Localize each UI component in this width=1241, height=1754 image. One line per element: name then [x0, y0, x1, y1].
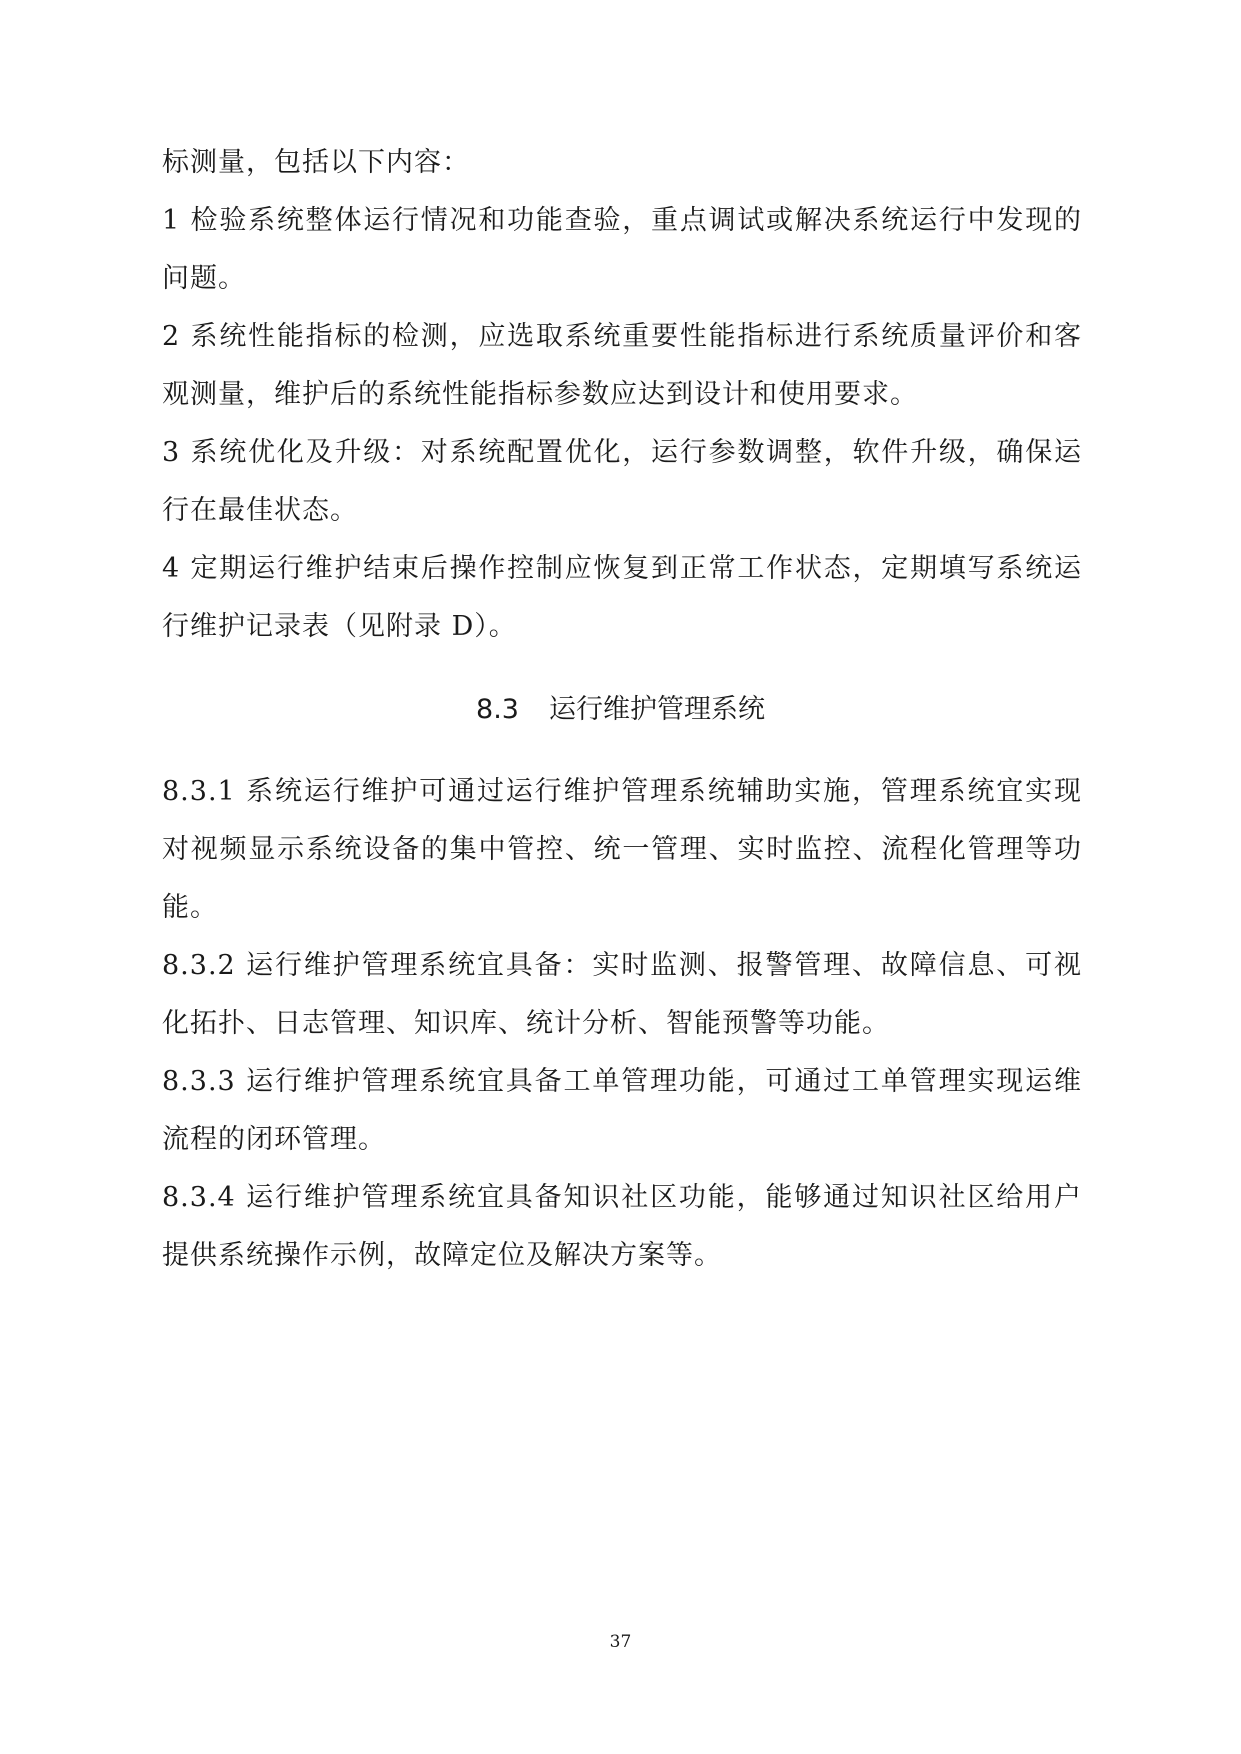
clause-line-1: 8.3.1 系统运行维护可通过运行维护管理系统辅助实施，管理系统宜实现: [162, 776, 1082, 807]
clause-line-3: 能。: [162, 892, 218, 923]
section-number: 8.3: [476, 694, 519, 725]
clause-line-9: 提供系统操作示例，故障定位及解决方案等。: [162, 1240, 722, 1271]
text-line-3: 问题。: [162, 263, 246, 294]
text-line-2: 1 检验系统整体运行情况和功能查验，重点调试或解决系统运行中发现的: [162, 205, 1082, 236]
clause-line-7: 流程的闭环管理。: [162, 1124, 386, 1155]
text-line-8: 4 定期运行维护结束后操作控制应恢复到正常工作状态，定期填写系统运: [162, 553, 1082, 584]
clause-line-8: 8.3.4 运行维护管理系统宜具备知识社区功能，能够通过知识社区给用户: [162, 1182, 1082, 1213]
clause-line-4: 8.3.2 运行维护管理系统宜具备：实时监测、报警管理、故障信息、可视: [162, 950, 1082, 981]
clause-line-2: 对视频显示系统设备的集中管控、统一管理、实时监控、流程化管理等功: [162, 834, 1082, 865]
text-line-7: 行在最佳状态。: [162, 495, 358, 526]
text-line-6: 3 系统优化及升级：对系统配置优化，运行参数调整，软件升级，确保运: [162, 437, 1082, 468]
text-line-1: 标测量，包括以下内容：: [162, 147, 470, 178]
text-line-4: 2 系统性能指标的检测，应选取系统重要性能指标进行系统质量评价和客: [162, 321, 1082, 352]
clause-line-6: 8.3.3 运行维护管理系统宜具备工单管理功能，可通过工单管理实现运维: [162, 1066, 1082, 1097]
clause-line-5: 化拓扑、日志管理、知识库、统计分析、智能预警等功能。: [162, 1008, 890, 1039]
section-heading: [0, 693, 1241, 727]
section-title: 运行维护管理系统: [548, 694, 765, 725]
text-line-9: 行维护记录表（见附录 D）。: [162, 611, 517, 642]
text-line-5: 观测量，维护后的系统性能指标参数应达到设计和使用要求。: [162, 379, 918, 410]
page-number: 37: [609, 1632, 632, 1652]
